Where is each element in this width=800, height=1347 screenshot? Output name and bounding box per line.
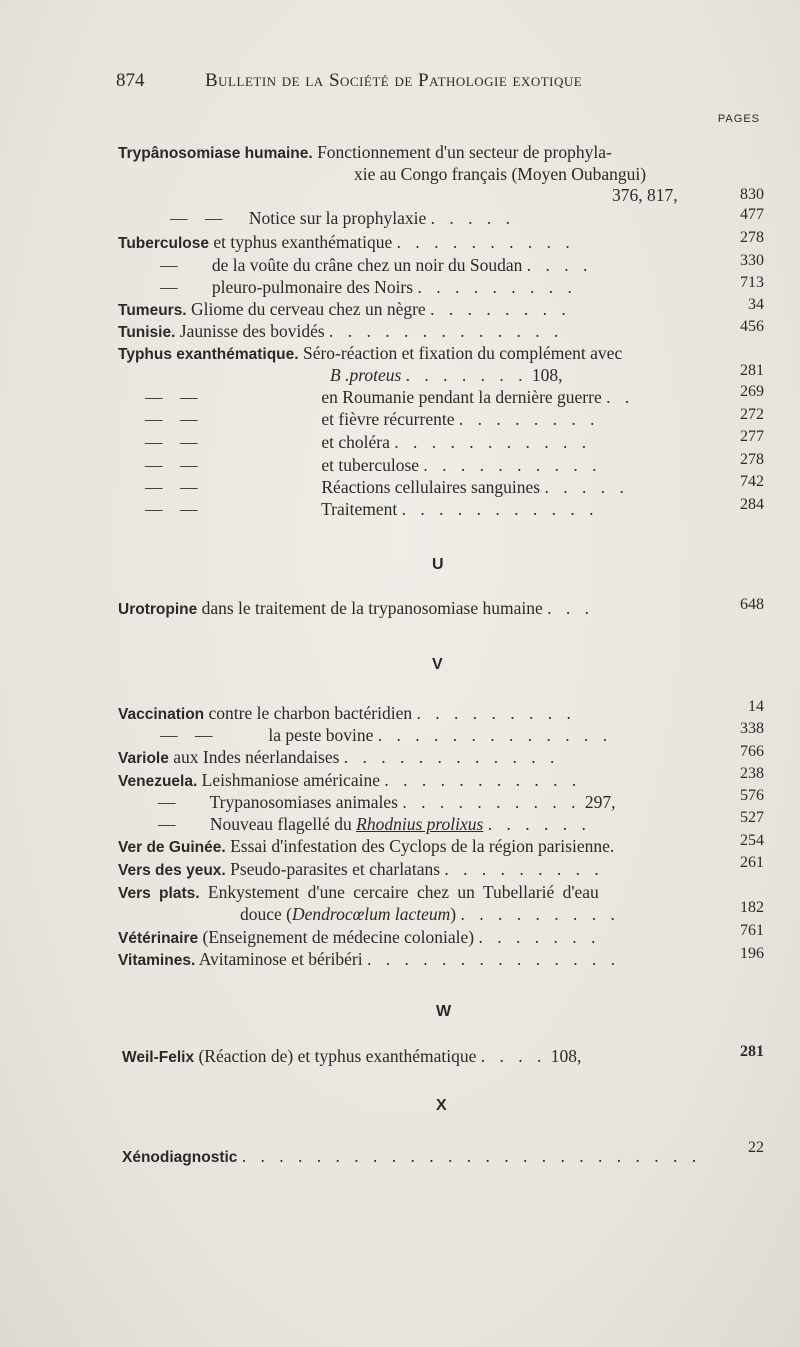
- entry-term: Typhus exanthématique.: [118, 346, 299, 363]
- index-entry: [158, 791, 616, 813]
- index-entry-continuation: [612, 184, 678, 206]
- ditto-mark: — —: [145, 432, 198, 452]
- page-ref: 34: [748, 296, 764, 313]
- leader-dots: . .: [606, 387, 635, 407]
- index-entry: [118, 926, 600, 950]
- entry-text: Trypanosomiases animales: [209, 792, 398, 812]
- page-ref: 272: [740, 406, 764, 423]
- leader-dots: . . . . . . . . .: [460, 904, 620, 924]
- section-letter-w: W: [436, 1003, 452, 1020]
- ditto-mark: —: [158, 814, 176, 834]
- page-ref: 269: [740, 383, 764, 400]
- page-ref: 648: [740, 596, 764, 613]
- entry-text: contre le charbon bactéridien: [208, 703, 413, 723]
- leader-dots: . . . . .: [430, 208, 516, 228]
- entry-text: la peste bovine: [268, 725, 374, 745]
- pages-column-label: PAGES: [717, 113, 760, 125]
- entry-ref: 108,: [550, 1046, 582, 1066]
- index-entry: [118, 298, 571, 322]
- leader-dots: . . . .: [526, 255, 593, 275]
- index-entry: [118, 948, 620, 972]
- leader-dots: . . . . . . . . . . . . . .: [367, 949, 621, 969]
- page-ref: 527: [740, 809, 764, 826]
- entry-term: Vers des yeux.: [118, 862, 226, 879]
- ditto-mark: — —: [160, 725, 213, 745]
- entry-term: Weil-Felix: [122, 1049, 195, 1066]
- index-entry: [118, 231, 575, 255]
- entry-text: Réactions cellulaires sanguines: [321, 477, 541, 497]
- leader-dots: . . . . . . . . . . .: [401, 499, 599, 519]
- entry-text: 376, 817,: [612, 185, 678, 205]
- entry-text: B .proteus: [330, 365, 402, 385]
- entry-text: et fièvre récurrente: [321, 409, 455, 429]
- entry-text: de la voûte du crâne chez un noir du Soudan: [211, 255, 523, 275]
- index-entry: [158, 813, 591, 835]
- entry-text: Nouveau flagellé du: [209, 814, 352, 834]
- page-ref: 284: [740, 496, 764, 513]
- ditto-mark: — —: [145, 409, 198, 429]
- index-entry: [160, 254, 592, 276]
- index-entry: [122, 1045, 581, 1069]
- entry-term: Tumeurs.: [118, 302, 187, 319]
- ditto-mark: — —: [145, 499, 198, 519]
- page-ref: 477: [740, 206, 764, 223]
- entry-term: Xénodiagnostic: [122, 1149, 238, 1166]
- leader-dots: . . . . . . . . . .: [423, 455, 602, 475]
- page-number: 874: [116, 70, 145, 91]
- page-ref: 182: [740, 899, 764, 916]
- section-letter-v: V: [432, 656, 443, 673]
- entry-text: et choléra: [321, 432, 390, 452]
- page-ref: 254: [740, 832, 764, 849]
- leader-dots: . . . . . . .: [478, 927, 601, 947]
- entry-ref: 297,: [584, 792, 616, 812]
- entry-text: Fonctionnement d'un secteur de prophyla-: [317, 142, 612, 162]
- index-entry: [145, 454, 602, 476]
- index-entry: [122, 1145, 701, 1169]
- page-ref: 742: [740, 473, 764, 490]
- leader-dots: . . . . . . . .: [430, 299, 571, 319]
- page-ref: 830: [740, 186, 764, 203]
- entry-text: Essai d'infestation des Cyclops de la région parisienne.: [230, 836, 615, 856]
- running-header: Bulletin de la Société de Pathologie exotique: [205, 70, 583, 91]
- entry-term: Vaccination: [118, 706, 205, 723]
- entry-text: pleuro-pulmonaire des Noirs: [211, 277, 414, 297]
- page-ref: 278: [740, 229, 764, 246]
- entry-text: (Réaction de) et typhus exanthématique: [198, 1046, 477, 1066]
- leader-dots: . . . . . . . . . . . .: [343, 747, 560, 767]
- entry-text: aux Indes néerlandaises: [173, 747, 340, 767]
- page-ref: 277: [740, 428, 764, 445]
- entry-term: Venezuela.: [118, 773, 198, 790]
- leader-dots: . . . . . . . . . . . . . . . . . . . . . . . . .: [241, 1146, 702, 1166]
- ditto-mark: — —: [145, 387, 198, 407]
- entry-text: Gliome du cerveau chez un nègre: [191, 299, 426, 319]
- index-entry: [118, 320, 563, 344]
- entry-term: Tunisie.: [118, 324, 176, 341]
- index-entry: [118, 769, 581, 793]
- entry-text: Jaunisse des bovidés: [179, 321, 325, 341]
- page-ref: 761: [740, 922, 764, 939]
- ditto-mark: — —: [145, 455, 198, 475]
- entry-term: Vers plats.: [118, 885, 200, 902]
- index-entry: [160, 276, 577, 298]
- page-ref: 281: [740, 1043, 764, 1060]
- entry-text: xie au Congo français (Moyen Oubangui): [354, 164, 647, 184]
- entry-italic: Rhodnius prolixus: [356, 814, 484, 834]
- index-entry: [118, 141, 612, 165]
- page-ref: 278: [740, 451, 764, 468]
- index-entry: [118, 881, 599, 905]
- index-entry-continuation: [240, 903, 620, 925]
- page-ref: 196: [740, 945, 764, 962]
- section-letter-x: X: [436, 1097, 447, 1114]
- entry-term: Vitamines.: [118, 952, 196, 969]
- leader-dots: . . . . . . . .: [458, 409, 600, 429]
- entry-term: Vétérinaire: [118, 930, 199, 947]
- section-letter-u: U: [432, 556, 444, 573]
- entry-text: Enkystement d'une cercaire chez un Tubellarié d'eau: [207, 882, 599, 902]
- entry-text: (Enseignement de médecine coloniale): [202, 927, 475, 947]
- leader-dots: . . . . . . . . . .: [402, 792, 581, 812]
- entry-term: Tuberculose: [118, 235, 210, 252]
- page-ref: 14: [748, 698, 764, 715]
- entry-text: Pseudo-parasites et charlatans: [230, 859, 441, 879]
- index-entry: [145, 408, 599, 430]
- page-ref: 576: [740, 787, 764, 804]
- index-entry: [145, 431, 591, 453]
- entry-text: et typhus exanthématique: [213, 232, 393, 252]
- page-ref: 456: [740, 318, 764, 335]
- leader-dots: . . . . . . . . .: [416, 703, 576, 723]
- entry-term: Variole: [118, 750, 169, 767]
- index-entry-continuation: [354, 163, 646, 185]
- page-ref: 261: [740, 854, 764, 871]
- index-entry: [145, 386, 634, 408]
- entry-text-close: ): [450, 904, 457, 924]
- entry-term: Ver de Guinée.: [118, 839, 226, 856]
- leader-dots: . . . . . . .: [405, 365, 528, 385]
- page-ref: 713: [740, 274, 764, 291]
- leader-dots: . . . . . . . . . . .: [394, 432, 592, 452]
- entry-text: en Roumanie pendant la dernière guerre: [321, 387, 602, 407]
- leader-dots: . . . . . . . . . .: [396, 232, 575, 252]
- index-entry-continuation: [330, 364, 563, 386]
- ditto-mark: —: [160, 277, 178, 297]
- index-entry: [118, 702, 576, 726]
- page-ref: 330: [740, 252, 764, 269]
- index-entry: [118, 835, 614, 859]
- ditto-mark: — —: [145, 477, 198, 497]
- entry-term: Trypânosomiase humaine.: [118, 145, 313, 162]
- entry-text: Leishmaniose américaine: [201, 770, 380, 790]
- leader-dots: . . . . . . . . . . . . .: [329, 321, 564, 341]
- entry-text: dans le traitement de la trypanosomiase humaine: [201, 598, 543, 618]
- entry-text: Séro-réaction et fixation du complément avec: [302, 343, 623, 363]
- page-ref: 338: [740, 720, 764, 737]
- entry-ref: 108,: [531, 365, 563, 385]
- leader-dots: . . . . . . . . . . .: [384, 770, 582, 790]
- leader-dots: . . . . .: [544, 477, 629, 497]
- leader-dots: . . . .: [480, 1046, 547, 1066]
- index-entry: [160, 724, 612, 746]
- index-entry: [118, 746, 559, 770]
- leader-dots: . . . . . . . . .: [417, 277, 577, 297]
- index-entry: [145, 476, 629, 498]
- entry-italic: Dendrocœlum lacteum: [292, 904, 451, 924]
- index-entry: [170, 207, 515, 229]
- page-ref: 766: [740, 743, 764, 760]
- entry-text: douce (: [240, 904, 292, 924]
- index-entry: [118, 858, 604, 882]
- entry-text: et tuberculose: [321, 455, 420, 475]
- page-ref: 238: [740, 765, 764, 782]
- index-entry: [118, 597, 594, 621]
- leader-dots: . . . . . .: [487, 814, 591, 834]
- ditto-mark: —: [160, 255, 178, 275]
- entry-text: Notice sur la prophylaxie: [248, 208, 427, 228]
- entry-text: Avitaminose et béribéri: [198, 949, 363, 969]
- ditto-mark: — —: [170, 208, 223, 228]
- page-ref: 22: [748, 1139, 764, 1156]
- index-entry: [145, 498, 598, 520]
- index-entry: [118, 342, 622, 366]
- entry-term: Urotropine: [118, 601, 198, 618]
- leader-dots: . . . . . . . . .: [444, 859, 604, 879]
- entry-text: Traitement: [321, 499, 398, 519]
- leader-dots: . . . . . . . . . . . . .: [377, 725, 613, 745]
- ditto-mark: —: [158, 792, 176, 812]
- page-ref: 281: [740, 362, 764, 379]
- leader-dots: . . .: [547, 598, 594, 618]
